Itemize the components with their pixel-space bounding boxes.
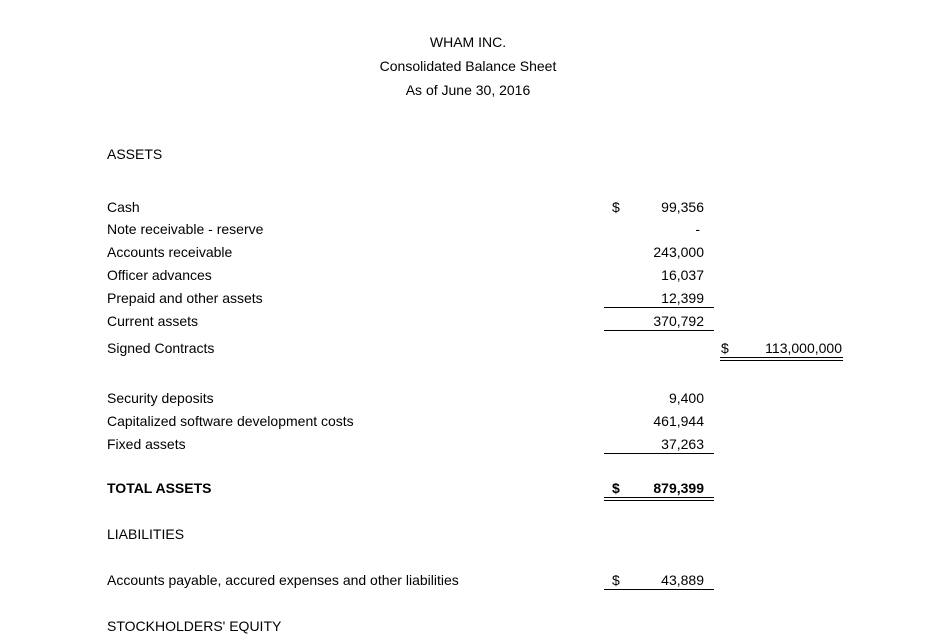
- statement-title: Consolidated Balance Sheet: [379, 58, 557, 74]
- row-value-current-assets: 370,792: [653, 313, 704, 329]
- currency-symbol: $: [612, 572, 620, 588]
- row-label-signed-contracts: Signed Contracts: [107, 340, 215, 356]
- currency-symbol: $: [612, 480, 620, 496]
- row-label-capitalized-software: Capitalized software development costs: [107, 413, 354, 429]
- currency-symbol: $: [612, 199, 620, 215]
- row-value-accounts-payable: 43,889: [661, 572, 704, 588]
- current-assets-rule: [604, 330, 714, 331]
- total-assets-rule-top: [604, 497, 714, 498]
- row-value-accounts-receivable: 243,000: [653, 244, 704, 260]
- statement-date: As of June 30, 2016: [405, 82, 531, 98]
- row-label-accounts-payable: Accounts payable, accured expenses and other liabilities: [107, 572, 459, 588]
- signed-contracts-rule-top: [720, 357, 843, 358]
- row-value-note-receivable: -: [695, 221, 700, 237]
- row-label-current-assets: Current assets: [107, 313, 199, 329]
- total-assets-value: 879,399: [653, 480, 704, 496]
- row-value-capitalized-software: 461,944: [653, 413, 704, 429]
- row-label-note-receivable: Note receivable - reserve: [107, 221, 264, 237]
- liabilities-heading: LIABILITIES: [107, 526, 185, 542]
- fixed-assets-rule: [604, 453, 714, 454]
- liabilities-rule: [604, 589, 714, 590]
- currency-symbol: $: [721, 340, 729, 356]
- equity-heading: STOCKHOLDERS' EQUITY: [107, 618, 282, 634]
- total-assets-label: TOTAL ASSETS: [107, 480, 212, 496]
- row-label-officer-advances: Officer advances: [107, 267, 212, 283]
- assets-heading: ASSETS: [107, 146, 163, 162]
- row-label-security-deposits: Security deposits: [107, 390, 214, 406]
- row-value-prepaid: 12,399: [661, 290, 704, 306]
- subtotal-rule: [604, 307, 714, 308]
- signed-contracts-rule-bottom: [720, 360, 843, 361]
- total-assets-rule-bottom: [604, 500, 714, 501]
- row-label-cash: Cash: [107, 199, 140, 215]
- row-label-fixed-assets: Fixed assets: [107, 436, 186, 452]
- row-label-accounts-receivable: Accounts receivable: [107, 244, 233, 260]
- company-name: WHAM INC.: [429, 34, 507, 50]
- row-value-security-deposits: 9,400: [668, 390, 704, 406]
- row-value-officer-advances: 16,037: [661, 267, 704, 283]
- row-label-prepaid: Prepaid and other assets: [107, 290, 263, 306]
- row-value-cash: 99,356: [661, 199, 704, 215]
- row-value-signed-contracts: 113,000,000: [765, 340, 842, 356]
- row-value-fixed-assets: 37,263: [661, 436, 704, 452]
